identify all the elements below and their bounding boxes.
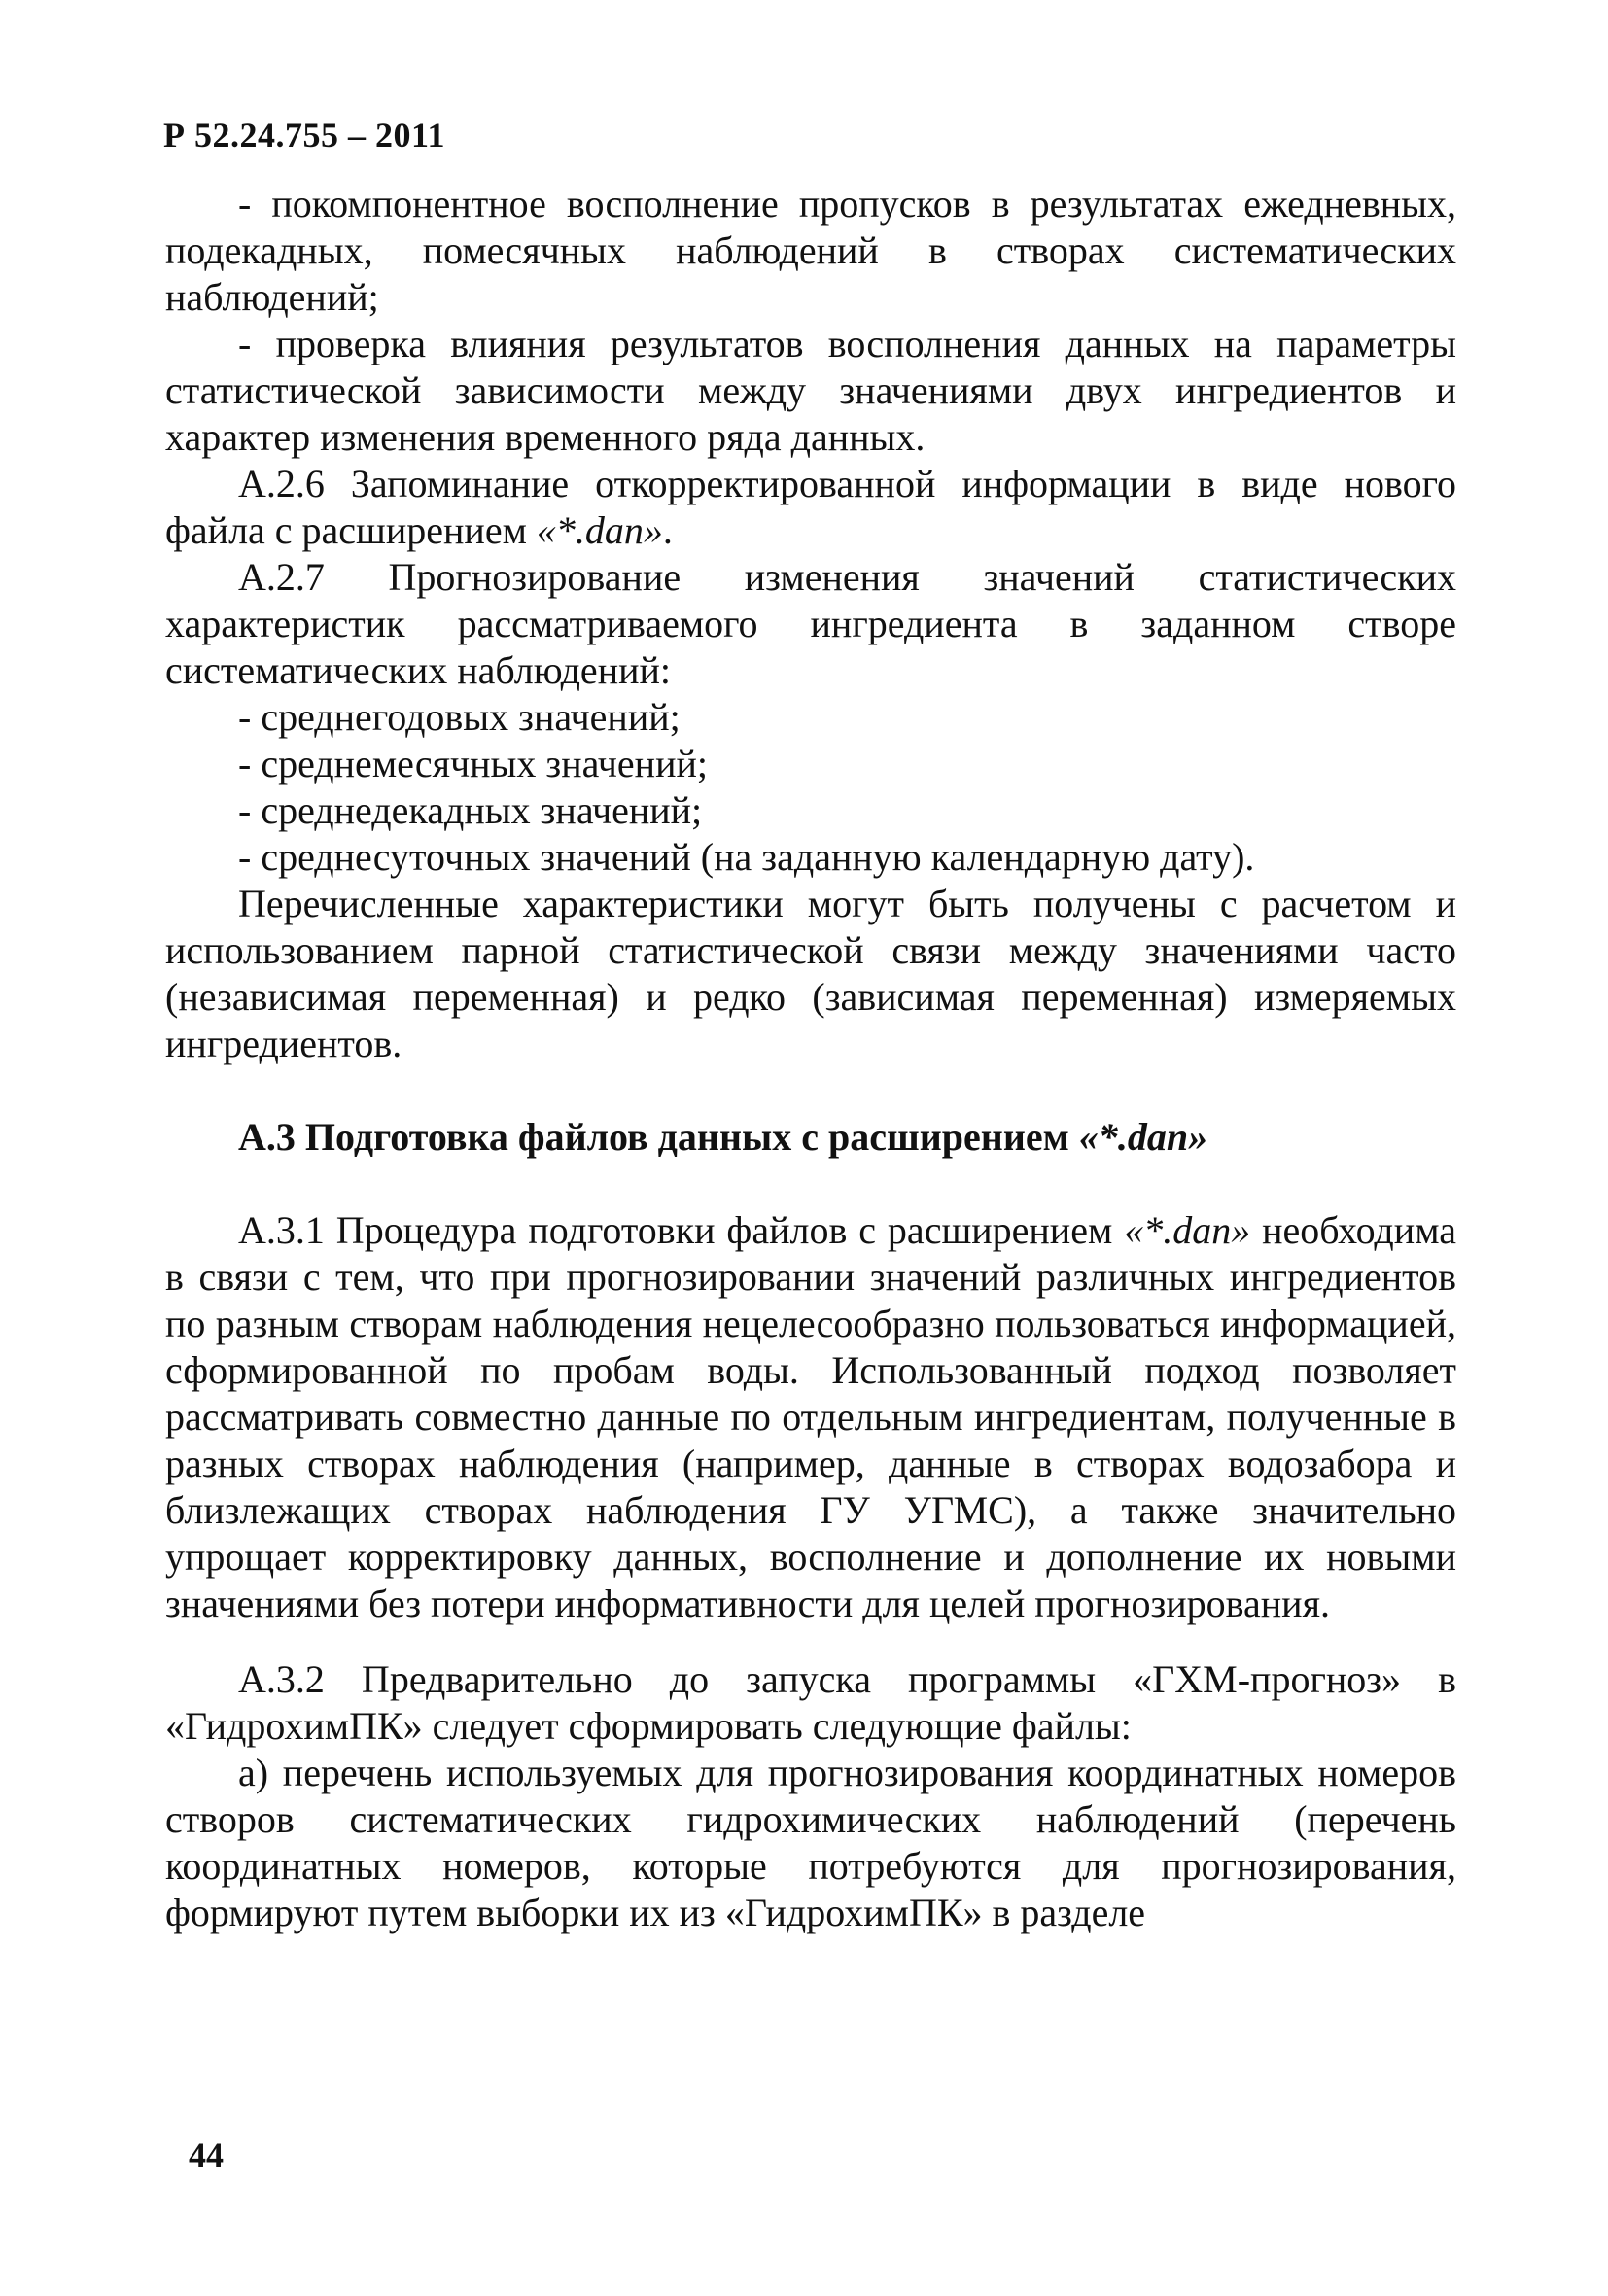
paragraph-a31-extension: «*.dan» xyxy=(1124,1208,1251,1252)
document-code-header: Р 52.24.755 – 2011 xyxy=(163,116,446,155)
list-item-annual: - среднегодовых значений; xyxy=(238,695,681,739)
section-heading-a3-extension: «*.dan» xyxy=(1078,1115,1208,1159)
paragraph-a31-start: А.3.1 Процедура подготовки файлов с расширением xyxy=(238,1208,1125,1252)
section-heading-a3-text: А.3 Подготовка файлов данных с расширением xyxy=(238,1115,1079,1159)
list-item-monthly: - среднемесячных значений; xyxy=(238,742,708,785)
document-body xyxy=(165,181,1456,1936)
paragraph-a26 xyxy=(165,461,1456,554)
page-number: 44 xyxy=(189,2136,224,2174)
paragraph-check-influence: - проверка влияния результатов восполнения данных на параметры статистической зависимости между значениями двух ингредиентов и характер изменения временного ряда данных. xyxy=(165,322,1456,459)
paragraph-a26-end: . xyxy=(662,508,673,552)
paragraph-a26-extension: «*.dan» xyxy=(536,508,663,552)
section-heading-a3 xyxy=(165,1114,1456,1161)
paragraph-a27: А.2.7 Прогнозирование изменения значений статистических характеристик рассматриваемого ингредиента в заданном створе систематических наблюдений: xyxy=(165,555,1456,692)
list-item-decadal: - среднедекадных значений; xyxy=(238,788,703,832)
paragraph-a31-rest: необходима в связи с тем, что при прогнозировании значений различных ингредиентов по разным створам наблюдения нецелесообразно пользоваться информацией, сформированной по пробам воды. Использованный подход позволяет рассматривать совместно данные по отдельным ингредиентам, полученные в разных створах наблюдения (например, данные в створах водозабора и близлежащих створах наблюдения ГУ УГМС), а также значительно упрощает корректировку данных, восполнение и дополнение их новыми значениями без потери информативности для целей прогнозирования. xyxy=(165,1208,1456,1625)
paragraph-a26-text: А.2.6 Запоминание откорректированной информации в виде нового файла с расширением xyxy=(165,462,1456,552)
paragraph-gap-filling: - покомпонентное восполнение пропусков в результатах ежедневных, подекадных, помесячных наблюдений в створах систематических наблюдений; xyxy=(165,182,1456,319)
list-item-daily: - среднесуточных значений (на заданную календарную дату). xyxy=(238,835,1255,879)
paragraph-a32: А.3.2 Предварительно до запуска программы «ГХМ-прогноз» в «ГидрохимПК» следует сформировать следующие файлы: xyxy=(165,1657,1456,1748)
paragraph-characteristics: Перечисленные характеристики могут быть получены с расчетом и использованием парной статистической связи между значениями часто (независимая переменная) и редко (зависимая переменная) измеряемых ингредиентов. xyxy=(165,882,1456,1065)
paragraph-a31 xyxy=(165,1207,1456,1627)
paragraph-list-a: а) перечень используемых для прогнозирования координатных номеров створов систематических гидрохимических наблюдений (перечень координатных номеров, которые потребуются для прогнозирования, формируют путем выборки их из «ГидрохимПК» в разделе xyxy=(165,1751,1456,1934)
